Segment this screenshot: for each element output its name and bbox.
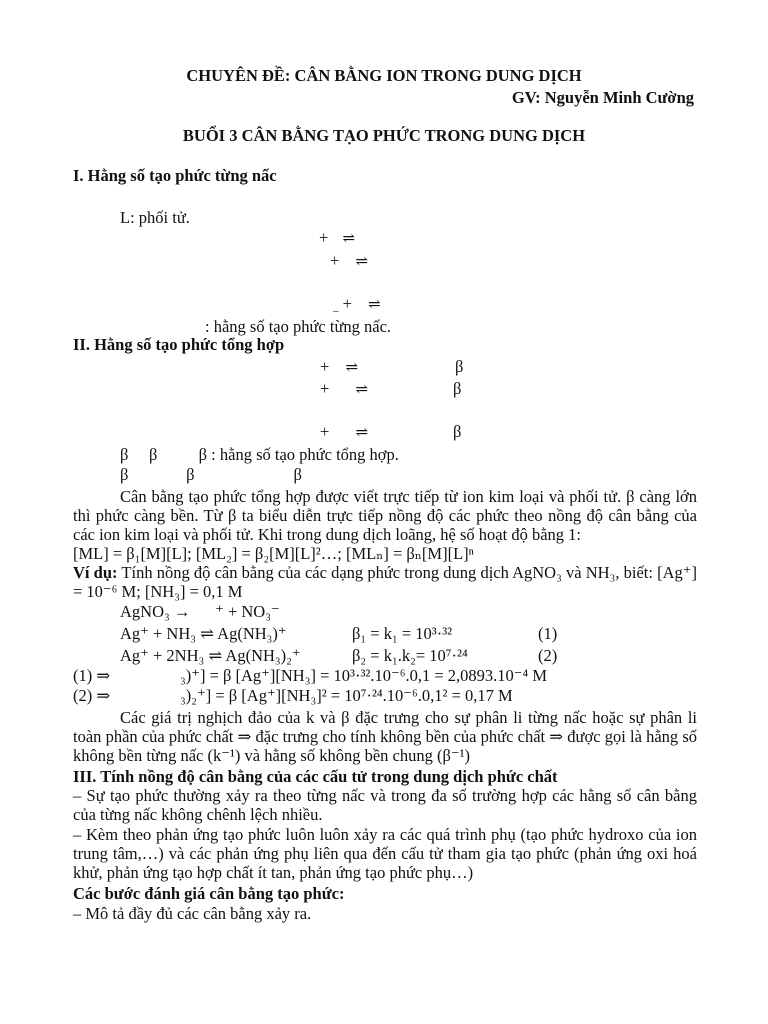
section1-heading: I. Hằng số tạo phức từng nấc (73, 166, 277, 185)
equilibrium-arrow-icon: ⇌ (355, 382, 368, 398)
plus-sign: + (320, 357, 330, 376)
reaction-2-constant: β₂ = k₁.k₂= 10⁷·²⁴ (352, 646, 468, 665)
overall-equilibrium-n (320, 422, 367, 443)
section3-bullet-1: – Sự tạo phức thường xảy ra theo từng nấc và trong đa số trường hợp các hằng số cân bằng của từng nấc không chênh lệch nhiều. (73, 786, 697, 824)
beta-row: β β β (120, 465, 302, 484)
instability-paragraph: Các giá trị nghịch đảo của k và β đặc trưng cho sự phân li từng nấc hoặc sự phân li toàn phần của phức chất ⇒ đặc trưng cho tính không bền của phức chất ⇒ được gọi là hằng số không bền từng nấc (k⁻¹) và hằng số không bền chung (β⁻¹) (73, 708, 697, 765)
concentration-formula: [ML] = β₁[M][L]; [ML₂] = β₂[M][L]²…; [MLₙ] = βₙ[M][L]ⁿ (73, 544, 474, 563)
reaction-1-constant: β₁ = k₁ = 10³·³² (352, 624, 453, 643)
reaction-1-number: (1) (538, 624, 558, 643)
document-topic: CHUYÊN ĐỀ: CÂN BẰNG ION TRONG DUNG DỊCH (186, 66, 582, 85)
section3-bullet-2: – Kèm theo phản ứng tạo phức luôn luôn xảy ra các quá trình phụ (tạo phức hydroxo của ion trung tâm,…) và các phản ứng phụ liên qua đến cấu tử tham gia tạo phức (phản ứng oxi hoá khử, phản ứng tạo hợp chất ít tan, phản ứng tạo phức phụ…) (73, 825, 697, 882)
teacher-name: GV: Nguyễn Minh Cường (511, 88, 694, 107)
plus-sign: + (319, 228, 329, 247)
overall-equilibrium-2 (320, 379, 367, 400)
overall-equilibrium-1 (320, 357, 357, 378)
beta-definition: β β β : hằng số tạo phức tổng hợp. (120, 445, 399, 464)
overall-paragraph: Cân bằng tạo phức tổng hợp được viết trực tiếp từ ion kim loại và phối tử. β càng lớn thì phức càng bền. Từ β ta biểu diễn trực tiếp nồng độ các phức theo nồng độ cân bằng của các ion kim loại và phối tử. Khi trong dung dịch loãng, hệ số hoạt độ bằng 1: (73, 487, 697, 544)
calc-2-label: (2) ⇒ (73, 686, 111, 705)
stepwise-equilibrium-2 (330, 251, 367, 272)
beta-symbol: β (455, 357, 464, 376)
beta-symbol: β (453, 422, 462, 441)
steps-heading: Các bước đánh giá cân bằng tạo phức: (73, 884, 345, 903)
example-label: Ví dụ: (73, 563, 118, 582)
stepwise-equilibrium-1 (319, 228, 354, 249)
equilibrium-arrow-icon: ⇌ (368, 297, 380, 313)
dissociation-reaction: AgNO₃ → ⁺ + NO₃⁻ (120, 602, 280, 621)
equilibrium-arrow-icon: ⇌ (345, 360, 358, 376)
stepwise-note: : hằng số tạo phức từng nấc. (205, 317, 392, 336)
equilibrium-arrow-icon: ⇌ (342, 231, 355, 247)
reaction-2-number: (2) (538, 646, 558, 665)
example-paragraph (73, 563, 697, 601)
calc-1-text: ₃)⁺] = β [Ag⁺][NH₃] = 10³·³².10⁻⁶.0,1 = 2,0893.10⁻⁴ M (180, 666, 548, 685)
reaction-2: Ag⁺ + 2NH₃ ⇌ Ag(NH₃)₂⁺ (120, 646, 301, 665)
calc-1-label: (1) ⇒ (73, 666, 111, 685)
equilibrium-arrow-icon: ⇌ (355, 425, 368, 441)
calc-2-text: ₃)₂⁺] = β [Ag⁺][NH₃]² = 10⁷·²⁴.10⁻⁶.0,1² = 0,17 M (180, 686, 513, 705)
lesson-title: BUỔI 3 CÂN BẰNG TẠO PHỨC TRONG DUNG DỊCH (182, 126, 586, 145)
step-1: – Mô tả đầy đủ các cân bằng xảy ra. (73, 904, 312, 923)
example-text: Tính nồng độ cân bằng của các dạng phức trong dung dịch AgNO₃ và NH₃, biết: [Ag⁺] = 10⁻⁶ M; [NH₃] = 0,1 M (73, 563, 698, 601)
reaction-1: Ag⁺ + NH₃ ⇌ Ag(NH₃)⁺ (120, 624, 287, 643)
plus-sign: + (320, 379, 330, 398)
section3-heading: III. Tính nồng độ cân bằng của các cấu tử trong dung dịch phức chất (73, 767, 558, 786)
subscript-dash: – (333, 305, 339, 317)
plus-sign: + (330, 251, 340, 270)
equilibrium-arrow-icon: ⇌ (355, 254, 368, 270)
section2-heading: II. Hằng số tạo phức tổng hợp (73, 335, 285, 354)
plus-sign: + (342, 294, 352, 313)
ligand-note: L: phối tử. (120, 208, 190, 227)
beta-symbol: β (453, 379, 462, 398)
plus-sign: + (320, 422, 330, 441)
